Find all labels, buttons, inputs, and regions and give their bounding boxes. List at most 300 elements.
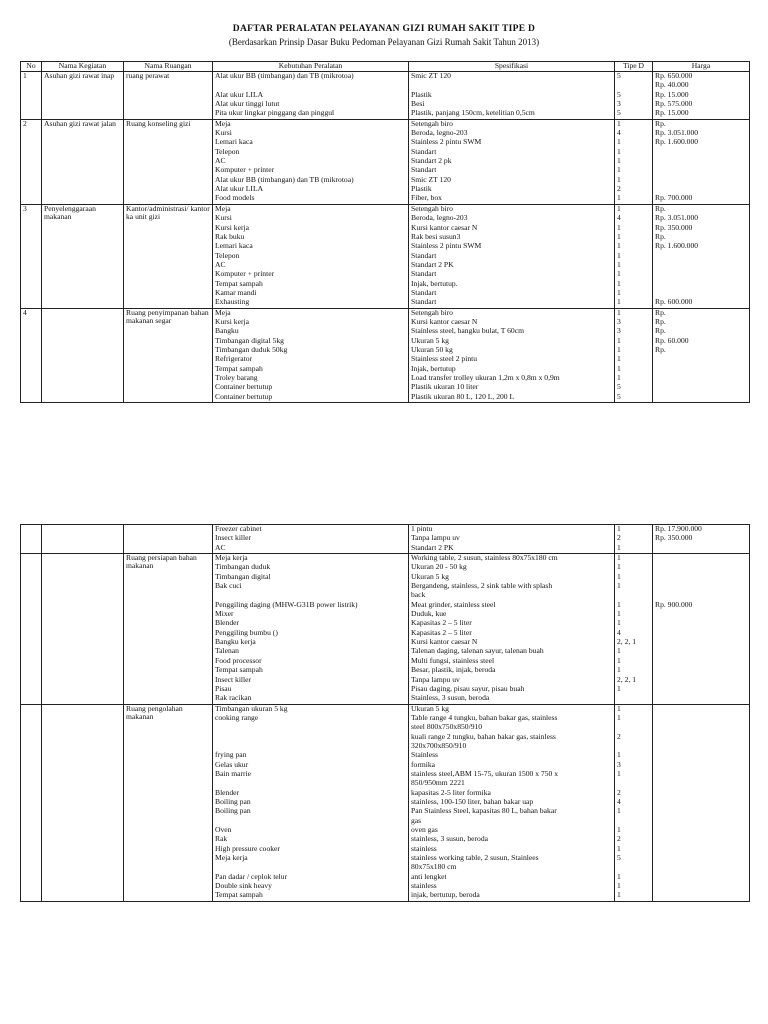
- specification-line: kuali range 2 tungku, bahan bakar gas, stainless: [411, 732, 556, 741]
- specification-line: Smic ZT 120: [411, 175, 451, 184]
- specification-line: Standart 2 pk: [411, 157, 452, 166]
- specification-line: Kursi kantor caesar N: [411, 223, 478, 232]
- quantity-line: 5: [617, 72, 621, 80]
- table-row: [21, 72, 750, 120]
- equipment-line: Lemari kaca: [215, 242, 253, 251]
- quantity-line: 1: [617, 242, 621, 251]
- equipment-line: Rak racikan: [215, 694, 252, 703]
- price-line: [655, 863, 747, 872]
- price-line: [655, 261, 747, 270]
- table-row: [21, 554, 750, 705]
- equipment-line: Tempat sampah: [215, 279, 263, 288]
- equipment-line: Timbangan digital 5kg: [215, 336, 284, 345]
- equipment-line: Meja: [215, 204, 231, 213]
- specification-cell: [409, 308, 615, 402]
- equipment-line: Food processor: [215, 656, 262, 665]
- quantity-line: [617, 591, 650, 600]
- price-line: [655, 252, 747, 261]
- equipment-line: Rak: [215, 835, 228, 844]
- quantity-line: [617, 723, 650, 732]
- equipment-line: Tempat sampah: [215, 666, 263, 675]
- quantity-line: 1: [617, 891, 621, 900]
- equipment-line: Rak buku: [215, 232, 245, 241]
- specification-line: back: [411, 591, 426, 600]
- specification-line: stainless: [411, 882, 437, 891]
- specification-line: Stainless: [411, 751, 439, 760]
- equipment-line: Insect killer: [215, 675, 252, 684]
- price-line: Rp. 575.000: [655, 100, 693, 109]
- equipment-line: [215, 733, 406, 742]
- price-line: [655, 582, 747, 591]
- equipment-line: cooking range: [215, 713, 259, 722]
- equipment-line: Telepon: [215, 251, 240, 260]
- equipment-line: [215, 742, 406, 751]
- equipment-line: Pisau: [215, 684, 232, 693]
- quantity-line: 5: [617, 109, 621, 118]
- price-line: Rp. 3.051.000: [655, 129, 699, 138]
- activity-name: Asuhan gizi rawat jalan: [42, 119, 124, 204]
- specification-line: Plastik, panjang 150cm, ketelitian 0,5cm: [411, 109, 535, 118]
- quantity-line: 1: [617, 119, 621, 128]
- specification-line: formika: [411, 760, 436, 769]
- table-header-row: [21, 62, 750, 72]
- equipment-line: Timbangan ukuran 5 kg: [215, 704, 288, 713]
- activity-name: Asuhan gizi rawat inap: [42, 72, 124, 120]
- price-line: [655, 393, 747, 402]
- quantity-line: 1: [617, 138, 621, 147]
- room-name: Ruang pengolahan makanan: [124, 704, 213, 901]
- header-peralatan: Kebutuhan Peralatan: [213, 62, 409, 72]
- quantity-line: 1: [617, 844, 621, 853]
- equipment-line: Insect killer: [215, 534, 252, 543]
- quantity-line: 1: [617, 600, 621, 609]
- equipment-line: [215, 81, 406, 90]
- specification-line: Stainless steel 2 pintu: [411, 355, 478, 364]
- specification-line: injak, bertutup, beroda: [411, 891, 480, 900]
- equipment-cell: [213, 72, 409, 120]
- specification-line: Stainless 2 pintu SWM: [411, 242, 482, 251]
- quantity-cell: [615, 204, 653, 308]
- price-line: [655, 789, 747, 798]
- price-line: Rp.: [655, 308, 666, 317]
- price-line: [655, 807, 747, 816]
- quantity-line: 1: [617, 807, 621, 816]
- specification-line: Tanpa lampu uv: [411, 675, 460, 684]
- row-number: [21, 704, 42, 901]
- quantity-line: 1: [617, 232, 621, 241]
- price-line: [655, 365, 747, 374]
- specification-line: Smic ZT 120: [411, 72, 451, 80]
- quantity-cell: [615, 308, 653, 402]
- specification-line: Pisau daging, pisau sayur, pisau buah: [411, 684, 525, 693]
- equipment-cell: [213, 204, 409, 308]
- room-name: Ruang persiapan bahan makanan: [124, 554, 213, 705]
- price-line: [655, 544, 747, 553]
- quantity-line: 5: [617, 392, 621, 401]
- activity-name: [42, 704, 124, 901]
- specification-line: Setengah biro: [411, 204, 453, 213]
- price-line: [655, 591, 747, 600]
- quantity-line: [617, 742, 650, 751]
- row-number: [21, 525, 42, 554]
- price-line: Rp. 700.000: [655, 194, 693, 203]
- price-line: [655, 873, 747, 882]
- specification-line: Standart: [411, 166, 437, 175]
- price-line: [655, 705, 747, 714]
- quantity-line: 3: [617, 760, 621, 769]
- equipment-line: Bak cuci: [215, 582, 242, 591]
- quantity-line: 1: [617, 769, 621, 778]
- room-name: ruang perawat: [124, 72, 213, 120]
- price-line: [655, 355, 747, 364]
- quantity-line: 4: [617, 129, 621, 138]
- equipment-line: Meja kerja: [215, 854, 248, 863]
- quantity-line: 1: [617, 194, 621, 203]
- specification-line: Injak, bertutup: [411, 364, 456, 373]
- equipment-line: Double sink heavy: [215, 882, 272, 891]
- specification-line: Plastik ukuran 80 L, 120 L, 200 L: [411, 392, 515, 401]
- equipment-line: Alat ukur BB (timbangan) dan TB (mikrotoa): [215, 175, 354, 184]
- price-line: [655, 770, 747, 779]
- equipment-line: Alat ukur BB (timbangan) dan TB (mikrotoa): [215, 72, 354, 80]
- equipment-line: frying pan: [215, 751, 247, 760]
- specification-line: Standart 2 PK: [411, 260, 454, 269]
- quantity-cell: [615, 704, 653, 901]
- equipment-line: Timbangan duduk: [215, 563, 271, 572]
- quantity-line: 3: [617, 327, 621, 336]
- specification-line: Standart: [411, 147, 437, 156]
- specification-line: Kapasitas 2 – 5 liter: [411, 628, 472, 637]
- quantity-cell: [615, 119, 653, 204]
- price-cell: [653, 525, 750, 554]
- price-line: [655, 723, 747, 732]
- equipment-line: Kursi: [215, 129, 232, 138]
- price-cell: [653, 308, 750, 402]
- table-row: [21, 525, 750, 554]
- specification-line: Table range 4 tungku, bahan bakar gas, stainless: [411, 713, 558, 722]
- price-line: [655, 714, 747, 723]
- quantity-line: 1: [617, 147, 621, 156]
- specification-line: Plastik: [411, 90, 432, 99]
- equipment-line: High pressure cooker: [215, 844, 280, 853]
- quantity-line: 5: [617, 383, 621, 392]
- equipment-line: Lemari kaca: [215, 138, 253, 147]
- price-cell: [653, 119, 750, 204]
- equipment-line: Meja: [215, 308, 231, 317]
- specification-line: Standart: [411, 288, 437, 297]
- equipment-line: Boiling pan: [215, 797, 251, 806]
- price-cell: [653, 72, 750, 120]
- specification-line: oven gas: [411, 826, 438, 834]
- price-line: [655, 383, 747, 392]
- quantity-line: 1: [617, 554, 621, 563]
- price-line: [655, 826, 747, 835]
- price-line: [655, 185, 747, 194]
- document-subtitle: (Berdasarkan Prinsip Dasar Buku Pedoman Pelayanan Gizi Rumah Sakit Tahun 2013): [228, 37, 540, 47]
- specification-line: Stainless steel, bangku bulat, T 60cm: [411, 327, 524, 336]
- equipment-line: Troley barang: [215, 374, 258, 382]
- equipment-line: [215, 863, 406, 872]
- room-name: Ruang konseling gizi: [124, 119, 213, 204]
- price-line: [655, 666, 747, 675]
- activity-name: [42, 525, 124, 554]
- price-line: Rp. 900.000: [655, 600, 693, 609]
- equipment-line: Blender: [215, 619, 240, 628]
- equipment-cell: [213, 554, 409, 705]
- price-line: [655, 882, 747, 891]
- price-line: [655, 629, 747, 638]
- document-title: DAFTAR PERALATAN PELAYANAN GIZI RUMAH SAKIT TIPE D: [232, 24, 536, 34]
- specification-line: Kapasitas 2 – 5 liter: [411, 619, 472, 628]
- quantity-line: 1: [617, 610, 621, 619]
- quantity-line: 5: [617, 854, 621, 863]
- specification-line: stainless: [411, 844, 437, 853]
- equipment-line: Talenan: [215, 647, 239, 656]
- equipment-line: Pan dadar / ceplok telur: [215, 872, 288, 881]
- quantity-line: 1: [617, 647, 621, 656]
- equipment-line: [215, 723, 406, 732]
- specification-line: Setengah biro: [411, 308, 453, 317]
- quantity-line: 4: [617, 797, 621, 806]
- specification-cell: [409, 704, 615, 901]
- quantity-line: 1: [617, 279, 621, 288]
- equipment-line: Boiling pan: [215, 807, 251, 816]
- equipment-line: Pita ukur lingkar pinggang dan pinggul: [215, 109, 335, 118]
- specification-line: Meat grinder, stainless steel: [411, 600, 496, 609]
- specification-line: Standart 2 PK: [411, 543, 454, 552]
- specification-line: Beroda, legno-203: [411, 214, 468, 223]
- quantity-line: 2: [617, 835, 621, 844]
- equipment-line: AC: [215, 543, 226, 552]
- price-line: [655, 619, 747, 628]
- room-name: Ruang penyimpanan bahan makanan segar: [124, 308, 213, 402]
- equipment-line: Exhausting: [215, 298, 250, 307]
- activity-name: [42, 554, 124, 705]
- price-line: [655, 563, 747, 572]
- specification-line: stainless steel,ABM 15-75, ukuran 1500 x 750 x: [411, 769, 559, 778]
- specification-line: Standart: [411, 251, 437, 260]
- price-line: [655, 676, 747, 685]
- specification-line: kapasitas 2-5 liter formika: [411, 788, 491, 797]
- price-line: Rp. 350.000: [655, 534, 693, 543]
- quantity-line: 1: [617, 157, 621, 166]
- specification-line: Multi fungsi, stainless steel: [411, 656, 495, 665]
- room-name: [124, 525, 213, 554]
- price-line: Rp. 17.900.000: [655, 525, 702, 533]
- table-row: [21, 204, 750, 308]
- quantity-line: 1: [617, 251, 621, 260]
- row-number: 4: [21, 308, 42, 402]
- equipment-line: Container bertutup: [215, 392, 273, 401]
- price-line: Rp.: [655, 204, 666, 213]
- price-line: [655, 647, 747, 656]
- specification-line: Plastik: [411, 185, 432, 194]
- specification-line: Standart: [411, 298, 437, 307]
- specification-line: Besi: [411, 100, 425, 109]
- equipment-cell: [213, 308, 409, 402]
- price-line: [655, 685, 747, 694]
- equipment-line: Komputer + printer: [215, 270, 275, 279]
- quantity-line: 1: [617, 308, 621, 317]
- price-line: Rp.: [655, 317, 666, 326]
- quantity-line: 1: [617, 270, 621, 279]
- price-line: [655, 798, 747, 807]
- quantity-line: 2: [617, 788, 621, 797]
- price-line: [655, 854, 747, 863]
- specification-line: Standart: [411, 270, 437, 279]
- equipment-cell: [213, 119, 409, 204]
- price-line: [655, 817, 747, 826]
- price-line: [655, 374, 747, 383]
- quantity-line: [617, 81, 650, 90]
- price-line: Rp. 600.000: [655, 298, 693, 307]
- equipment-table-1: [20, 61, 750, 403]
- quantity-cell: [615, 72, 653, 120]
- quantity-line: 1: [617, 260, 621, 269]
- equipment-line: Penggiling bumbu (): [215, 628, 278, 637]
- equipment-line: Alat ukur LILA: [215, 90, 264, 99]
- equipment-line: Freezer cabinet: [215, 525, 262, 533]
- quantity-line: 1: [617, 713, 621, 722]
- specification-line: Beroda, legno-203: [411, 129, 468, 138]
- equipment-line: Bangku: [215, 327, 239, 336]
- specification-cell: [409, 554, 615, 705]
- quantity-cell: [615, 525, 653, 554]
- quantity-cell: [615, 554, 653, 705]
- equipment-line: Gelas ukur: [215, 760, 249, 769]
- equipment-line: AC: [215, 157, 226, 166]
- quantity-line: 1: [617, 572, 621, 581]
- equipment-line: Food models: [215, 194, 255, 203]
- quantity-line: [617, 817, 650, 826]
- price-line: Rp. 15.000: [655, 90, 689, 99]
- row-number: [21, 554, 42, 705]
- equipment-cell: [213, 525, 409, 554]
- equipment-line: [215, 779, 406, 788]
- quantity-line: 1: [617, 175, 621, 184]
- price-line: Rp. 40.000: [655, 81, 689, 90]
- equipment-line: Telepon: [215, 147, 240, 156]
- specification-line: stainless, 100-150 liter, bahan bakar uap: [411, 797, 534, 806]
- specification-cell: [409, 525, 615, 554]
- specification-line: Fiber, box: [411, 194, 442, 203]
- specification-line: Pan Stainless Steel, kapasitas 80 L, bahan bakar: [411, 807, 557, 816]
- price-line: Rp. 650.000: [655, 72, 693, 80]
- quantity-line: 2: [617, 185, 621, 194]
- equipment-line: Alat ukur LILA: [215, 185, 264, 194]
- specification-line: 850/950mm 2221: [411, 779, 465, 788]
- quantity-line: 1: [617, 336, 621, 345]
- price-line: [655, 166, 747, 175]
- quantity-line: 2, 2, 1: [617, 638, 636, 647]
- price-line: [655, 289, 747, 298]
- quantity-line: 1: [617, 751, 621, 760]
- price-line: Rp. 1.600.000: [655, 242, 699, 251]
- price-line: [655, 761, 747, 770]
- equipment-line: Oven: [215, 826, 232, 834]
- price-line: [655, 148, 747, 157]
- price-line: [655, 733, 747, 742]
- table-row: [21, 704, 750, 901]
- specification-line: Kursi kantor caesar N: [411, 317, 478, 326]
- quantity-line: 1: [617, 355, 621, 364]
- price-line: Rp. 1.600.000: [655, 138, 699, 147]
- quantity-line: [617, 779, 650, 788]
- specification-line: Kursi kantor caesar N: [411, 638, 478, 647]
- quantity-line: 1: [617, 563, 621, 572]
- quantity-line: 1: [617, 619, 621, 628]
- price-line: [655, 835, 747, 844]
- specification-line: stainless, 3 susun, beroda: [411, 835, 488, 844]
- specification-line: Ukuran 5 kg: [411, 704, 449, 713]
- specification-line: Ukuran 5 kg: [411, 572, 449, 581]
- specification-line: Ukuran 5 kg: [411, 336, 449, 345]
- quantity-line: 1: [617, 288, 621, 297]
- price-line: [655, 742, 747, 751]
- quantity-line: 1: [617, 345, 621, 354]
- specification-line: steel 800x750x850/910: [411, 723, 483, 732]
- quantity-line: 1: [617, 223, 621, 232]
- price-line: [655, 638, 747, 647]
- equipment-line: Mixer: [215, 610, 234, 619]
- quantity-line: 3: [617, 317, 621, 326]
- price-line: [655, 270, 747, 279]
- specification-line: 320x700x850/910: [411, 741, 467, 750]
- specification-line: Bergandeng, stainless, 2 sink table with splash: [411, 582, 553, 591]
- equipment-line: AC: [215, 260, 226, 269]
- quantity-line: 1: [617, 656, 621, 665]
- quantity-line: 1: [617, 374, 621, 382]
- quantity-line: 1: [617, 666, 621, 675]
- price-line: [655, 891, 747, 900]
- specification-line: Rak besi susun3: [411, 232, 461, 241]
- equipment-table-2: [20, 524, 750, 902]
- quantity-line: [617, 694, 650, 703]
- price-line: [655, 610, 747, 619]
- price-line: Rp.: [655, 327, 666, 336]
- price-line: Rp.: [655, 232, 666, 241]
- price-line: [655, 176, 747, 185]
- price-line: [655, 573, 747, 582]
- specification-cell: [409, 72, 615, 120]
- quantity-line: 5: [617, 90, 621, 99]
- equipment-line: Container bertutup: [215, 383, 273, 392]
- equipment-line: Kamar mandi: [215, 288, 257, 297]
- quantity-line: 2: [617, 534, 621, 543]
- quantity-line: 1: [617, 364, 621, 373]
- header-spesifikasi: Spesifikasi: [409, 62, 615, 72]
- equipment-cell: [213, 704, 409, 901]
- specification-line: Plastik ukuran 10 liter: [411, 383, 479, 392]
- specification-line: Stainless 2 pintu SWM: [411, 138, 482, 147]
- specification-line: Load transfer trolley ukuran 1,2m x 0,8m x 0,9m: [411, 374, 560, 382]
- price-cell: [653, 704, 750, 901]
- equipment-line: [215, 591, 406, 600]
- specification-line: 1 pintu: [411, 525, 433, 533]
- header-harga: Harga: [653, 62, 750, 72]
- row-number: 3: [21, 204, 42, 308]
- price-line: Rp.: [655, 119, 666, 128]
- price-cell: [653, 554, 750, 705]
- price-line: Rp. 60.000: [655, 336, 689, 345]
- quantity-line: [617, 863, 650, 872]
- specification-line: Setengah biro: [411, 119, 453, 128]
- row-number: 2: [21, 119, 42, 204]
- quantity-line: 1: [617, 882, 621, 891]
- equipment-line: Tempat sampah: [215, 891, 263, 900]
- quantity-line: 1: [617, 525, 621, 533]
- specification-line: Duduk, kue: [411, 610, 447, 619]
